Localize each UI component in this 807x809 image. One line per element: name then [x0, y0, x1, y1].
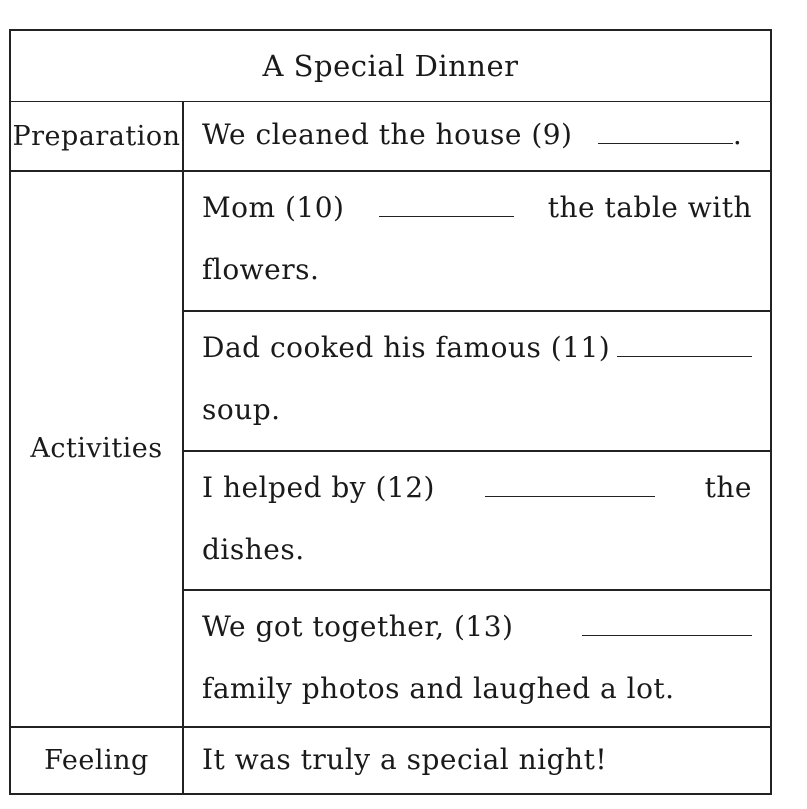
activity-12-after: the — [704, 471, 752, 504]
activity-10-line1 — [202, 191, 752, 224]
label-preparation-text: Preparation — [12, 120, 181, 152]
label-feeling-text: Feeling — [44, 744, 149, 776]
activity-item-13 — [183, 590, 770, 726]
label-feeling — [11, 727, 182, 793]
activity-10-after: the table with — [547, 191, 752, 224]
feeling-text: It was truly a special night! — [202, 743, 608, 776]
blank-11[interactable] — [617, 332, 752, 357]
label-activities-text: Activities — [30, 433, 163, 464]
activity-10-before: Mom (10) — [202, 191, 345, 224]
worksheet-table — [9, 29, 772, 795]
blank-10[interactable] — [379, 192, 514, 217]
blank-12[interactable] — [485, 472, 655, 497]
activity-11-line2: soup. — [202, 393, 281, 426]
activity-13-before: We got together, (13) — [202, 610, 514, 643]
activity-12-line1 — [202, 471, 752, 504]
preparation-period: . — [732, 118, 743, 151]
table-title-text: A Special Dinner — [262, 49, 519, 83]
label-activities — [11, 171, 182, 726]
activity-12-line2: dishes. — [202, 533, 305, 566]
activity-13-line1 — [202, 610, 752, 643]
blank-13[interactable] — [582, 611, 752, 636]
activity-12-before: I helped by (12) — [202, 471, 435, 504]
table-title — [11, 31, 770, 102]
activity-11-before: Dad cooked his famous (11) — [202, 331, 611, 364]
activity-11-line1 — [202, 331, 752, 364]
label-preparation — [11, 102, 182, 170]
preparation-line — [202, 118, 752, 151]
activity-item-12 — [183, 451, 770, 590]
activity-10-line2: flowers. — [202, 253, 320, 286]
content-preparation — [183, 102, 770, 170]
content-feeling — [183, 727, 770, 793]
activity-13-line2: family photos and laughed a lot. — [202, 672, 675, 705]
blank-9[interactable] — [598, 119, 733, 144]
activity-item-10 — [183, 171, 770, 310]
preparation-text: We cleaned the house (9) — [202, 118, 573, 151]
activity-item-11 — [183, 311, 770, 450]
